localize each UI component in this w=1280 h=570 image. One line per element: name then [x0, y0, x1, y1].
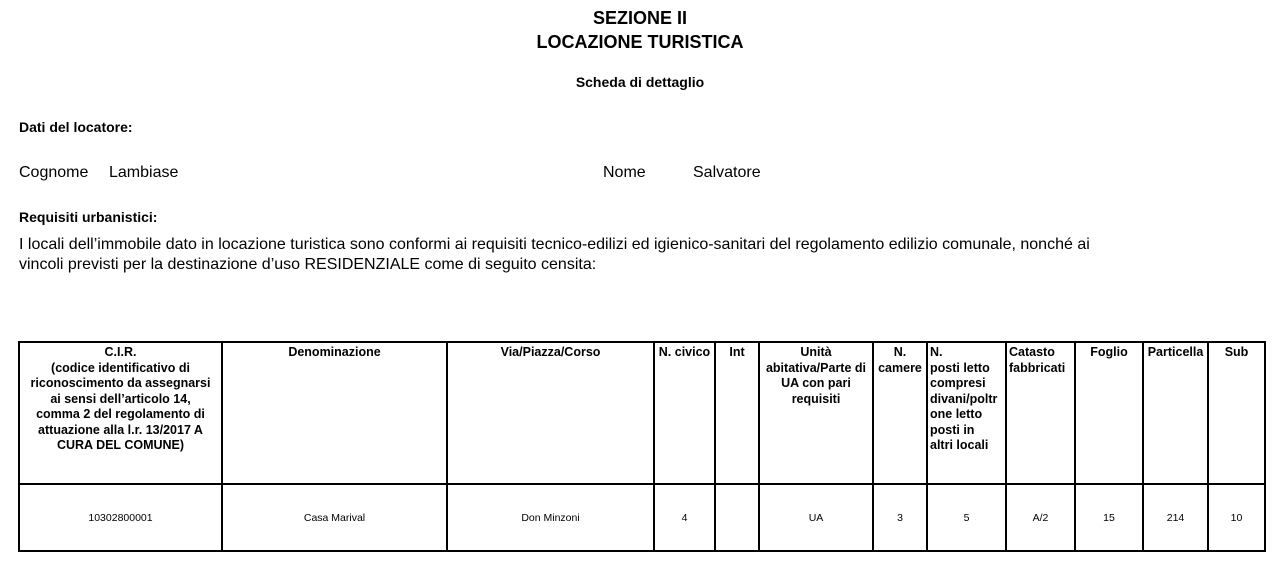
property-table	[18, 341, 1266, 552]
header-cir-line: CURA DEL COMUNE)	[56, 438, 185, 452]
cell-denominazione: Casa Marival	[222, 484, 447, 551]
header-posti-letto-line: N.	[930, 345, 943, 359]
header-cir-line: riconoscimento da assegnarsi	[30, 376, 211, 390]
table-row	[19, 484, 1265, 551]
header-posti-letto-line: altri locali	[930, 438, 989, 452]
nome-value: Salvatore	[693, 164, 761, 181]
header-cir-line: (codice identificativo di	[51, 360, 190, 375]
header-posti-letto-line: divani/poltr	[930, 391, 998, 406]
cell-posti-letto: 5	[927, 484, 1006, 551]
cell-int	[715, 484, 759, 551]
header-camere-line: N.	[893, 345, 907, 359]
header-civico-line: N. civico	[658, 345, 711, 359]
header-unita	[759, 342, 873, 484]
detail-subtitle: Scheda di dettaglio	[575, 74, 705, 90]
header-catasto-line: Catasto	[1009, 345, 1055, 359]
header-camere	[873, 342, 927, 484]
header-int-line: Int	[729, 345, 745, 359]
requisiti-text-line-2: vincoli previsti per la destinazione d’uso RESIDENZIALE come di seguito censita:	[19, 256, 597, 273]
header-posti-letto-line: posti letto	[930, 360, 990, 375]
header-posti-letto-line: posti in	[930, 422, 975, 437]
cell-unita: UA	[759, 484, 873, 551]
header-posti-letto	[927, 342, 1006, 484]
header-denominazione	[222, 342, 447, 484]
header-via-line: Via/Piazza/Corso	[500, 345, 601, 359]
header-cir-line: attuazione alla l.r. 13/2017 A	[38, 422, 203, 437]
cell-sub: 10	[1208, 484, 1265, 551]
requisiti-heading: Requisiti urbanistici:	[19, 209, 158, 225]
header-unita-line: Unità	[800, 345, 832, 359]
header-via	[447, 342, 654, 484]
header-civico	[654, 342, 715, 484]
locatore-heading: Dati del locatore:	[19, 119, 133, 135]
header-sub-line: Sub	[1224, 345, 1249, 359]
header-int	[715, 342, 759, 484]
header-foglio-line: Foglio	[1090, 345, 1128, 359]
header-camere-line: camere	[878, 360, 922, 375]
header-posti-letto-line: one letto	[930, 407, 983, 421]
cell-cir: 10302800001	[19, 484, 222, 551]
header-particella-line: Particella	[1147, 345, 1204, 359]
cognome-value: Lambiase	[109, 164, 179, 181]
cell-foglio: 15	[1075, 484, 1143, 551]
section-title: SEZIONE II	[592, 8, 688, 28]
header-denominazione-line: Denominazione	[288, 345, 381, 359]
header-foglio	[1075, 342, 1143, 484]
cognome-label: Cognome	[19, 164, 89, 181]
header-catasto	[1006, 342, 1075, 484]
cell-civico: 4	[654, 484, 715, 551]
header-cir-line: comma 2 del regolamento di	[36, 407, 205, 421]
requisiti-text-line-1: I locali dell’immobile dato in locazione turistica sono conformi ai requisiti tecnico-edilizi ed igienico-sanitari del regolamento edilizio comunale, nonché ai	[19, 236, 1090, 253]
header-sub	[1208, 342, 1265, 484]
header-unita-line: UA con pari	[781, 376, 851, 390]
cell-particella: 214	[1143, 484, 1208, 551]
header-posti-letto-line: compresi	[930, 376, 986, 390]
cell-via: Don Minzoni	[447, 484, 654, 551]
nome-label: Nome	[603, 164, 646, 181]
header-catasto-line: fabbricati	[1009, 360, 1066, 375]
section-subject: LOCAZIONE TURISTICA	[536, 32, 744, 52]
header-cir	[19, 342, 222, 484]
header-unita-line: abitativa/Parte di	[765, 360, 867, 375]
header-cir-line: ai sensi dell’articolo 14,	[50, 391, 191, 406]
cell-catasto: A/2	[1006, 484, 1075, 551]
cell-camere: 3	[873, 484, 927, 551]
header-particella	[1143, 342, 1208, 484]
table-header-row	[19, 342, 1265, 484]
header-cir-line: C.I.R.	[104, 345, 137, 359]
header-unita-line: requisiti	[791, 391, 841, 406]
